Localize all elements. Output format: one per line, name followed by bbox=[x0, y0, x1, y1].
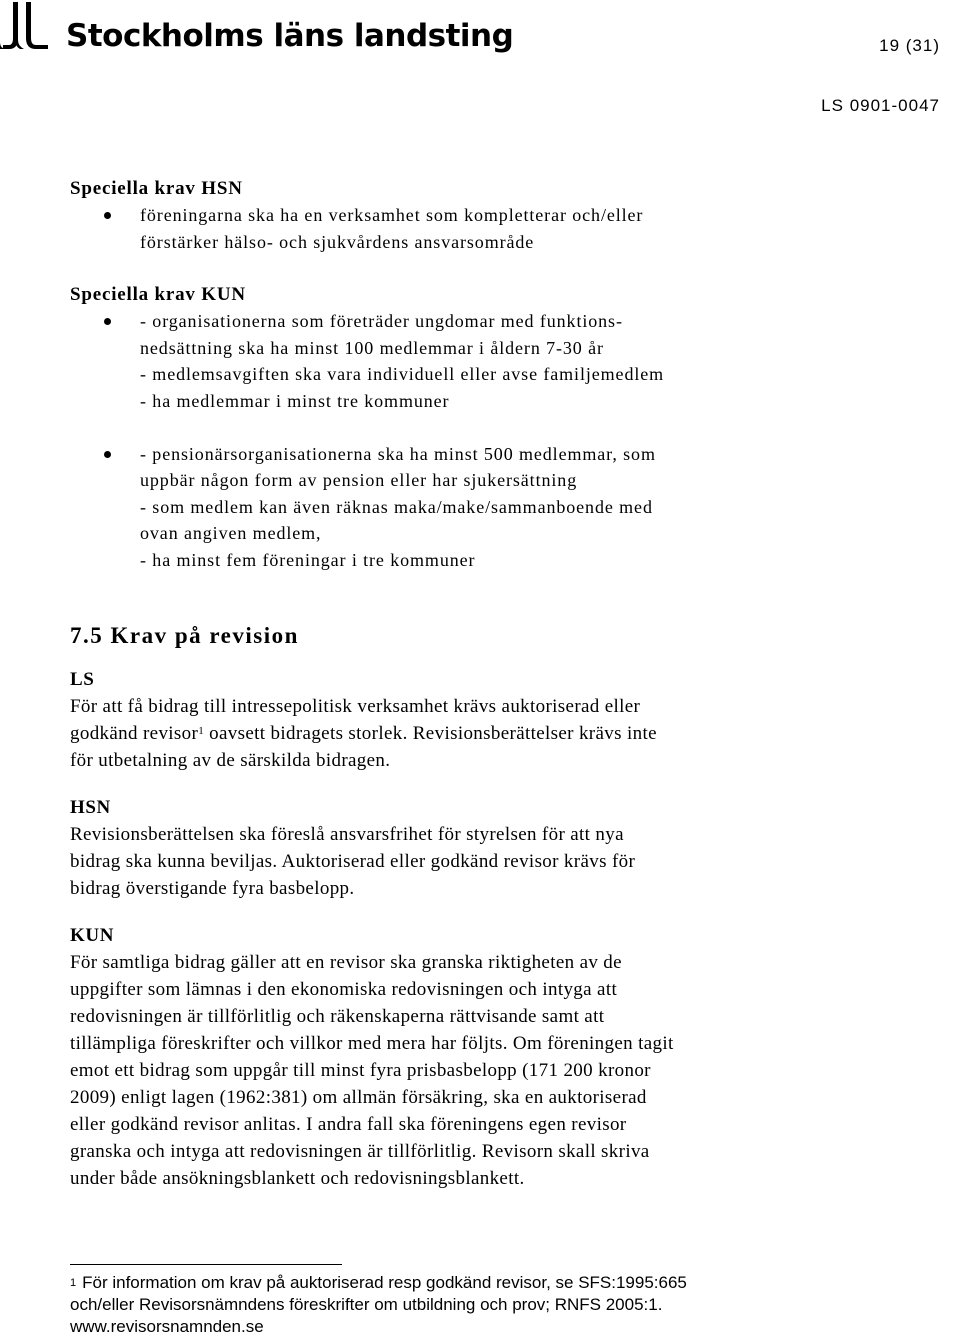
revision-heading: 7.5 Krav på revision bbox=[70, 622, 299, 648]
list-item bbox=[70, 441, 770, 574]
footnote-mark: 1 bbox=[70, 1277, 77, 1289]
footnote-line bbox=[70, 1272, 687, 1294]
list-line: - som medlem kan även räknas maka/make/sammanboende med bbox=[140, 496, 653, 517]
paragraph-line: emot ett bidrag som uppgår till minst fyra prisbasbelopp (171 200 kronor bbox=[70, 1059, 651, 1081]
paragraph-line: bidrag ska kunna beviljas. Auktoriserad eller godkänd revisor krävs för bbox=[70, 850, 636, 872]
sll-logo-icon bbox=[0, 2, 60, 52]
list-line: - pensionärsorganisationerna ska ha minst 500 medlemmar, som bbox=[140, 443, 656, 464]
section-title-kun: Speciella krav KUN bbox=[70, 284, 246, 306]
list-item bbox=[70, 202, 770, 255]
ls-subheading: LS bbox=[70, 668, 95, 690]
bullet-icon bbox=[104, 451, 111, 458]
document-id: LS 0901-0047 bbox=[821, 96, 940, 115]
list-item bbox=[70, 308, 770, 414]
bullet-icon bbox=[104, 318, 111, 325]
kun-requirements-list bbox=[70, 308, 770, 573]
hsn-requirements-list bbox=[70, 202, 770, 255]
list-line: nedsättning ska ha minst 100 medlemmar i åldern 7-30 år bbox=[140, 337, 604, 358]
footnote-line: och/eller Revisorsnämndens föreskrifter om utbildning och prov; RNFS 2005:1. bbox=[70, 1295, 663, 1314]
list-line: - ha minst fem föreningar i tre kommuner bbox=[140, 549, 476, 570]
paragraph-line bbox=[70, 720, 770, 747]
footnote-divider bbox=[70, 1264, 342, 1265]
document-body bbox=[70, 175, 770, 1192]
paragraph-line: för utbetalning av de särskilda bidragen. bbox=[70, 749, 391, 771]
list-line: - ha medlemmar i minst tre kommuner bbox=[140, 390, 450, 411]
paragraph-line: uppgifter som lämnas i den ekonomiska redovisningen och intyga att bbox=[70, 978, 618, 1000]
footnote-reference: 1 bbox=[198, 724, 205, 737]
section-title-hsn: Speciella krav HSN bbox=[70, 178, 243, 199]
paragraph-line: 2009) enligt lagen (1962:381) om allmän försäkring, ska en auktoriserad bbox=[70, 1086, 647, 1108]
list-line: - medlemsavgiften ska vara individuell eller avse familjemedlem bbox=[140, 364, 665, 385]
list-line: uppbär någon form av pension eller har sjukersättning bbox=[140, 470, 578, 491]
paragraph-line: granska och intyga att redovisningen är tillförlitlig. Revisorn skall skriva bbox=[70, 1140, 650, 1162]
paragraph-line: eller godkänd revisor anlitas. I andra fall ska föreningens egen revisor bbox=[70, 1113, 627, 1135]
page-number: 19 (31) bbox=[879, 36, 940, 55]
paragraph-line: För samtliga bidrag gäller att en revisor ska granska riktigheten av de bbox=[70, 951, 622, 973]
list-line: förstärker hälso- och sjukvårdens ansvarsområde bbox=[140, 231, 535, 252]
paragraph-line: redovisningen är tillförlitlig och räkenskaperna rättvisande samt att bbox=[70, 1005, 605, 1027]
list-line: ovan angiven medlem, bbox=[140, 523, 322, 544]
list-line: - organisationerna som företräder ungdomar med funktions- bbox=[140, 311, 623, 332]
organization-name: Stockholms läns landsting bbox=[66, 18, 514, 54]
kun-subheading: KUN bbox=[70, 924, 115, 946]
ls-paragraph bbox=[70, 693, 770, 774]
hsn-paragraph bbox=[70, 821, 770, 902]
paragraph-line: bidrag överstigande fyra basbelopp. bbox=[70, 877, 355, 899]
bullet-icon bbox=[104, 212, 111, 219]
hsn-subheading: HSN bbox=[70, 796, 111, 818]
text-span: För information om krav på auktoriserad resp godkänd revisor, se SFS:1995:665 bbox=[82, 1273, 687, 1292]
paragraph-line: under både ansökningsblankett och redovisningsblankett. bbox=[70, 1167, 525, 1189]
paragraph-line: För att få bidrag till intressepolitisk verksamhet krävs auktoriserad eller bbox=[70, 695, 641, 717]
footnote bbox=[70, 1272, 687, 1338]
paragraph-line: Revisionsberättelsen ska föreslå ansvarsfrihet för styrelsen för att nya bbox=[70, 823, 624, 845]
paragraph-line: tillämpliga föreskrifter och villkor med mera har följts. Om föreningen tagit bbox=[70, 1032, 674, 1054]
text-span: godkänd revisor bbox=[70, 722, 199, 744]
list-line: föreningarna ska ha en verksamhet som kompletterar och/eller bbox=[140, 205, 644, 225]
kun-paragraph bbox=[70, 949, 770, 1192]
page-header bbox=[0, 0, 960, 130]
text-span: oavsett bidragets storlek. Revisionsberättelser krävs inte bbox=[204, 722, 657, 744]
footnote-link[interactable]: www.revisorsnamnden.se bbox=[70, 1317, 264, 1336]
